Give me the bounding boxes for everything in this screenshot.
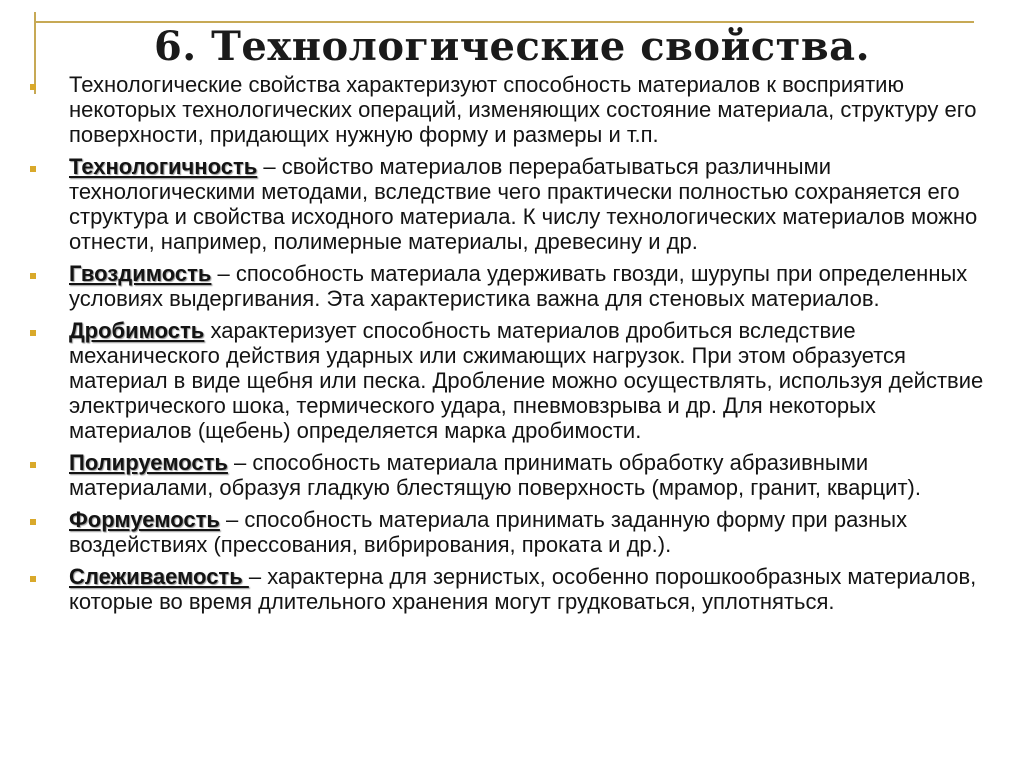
- list-item-intro: [28, 72, 988, 147]
- bullet-square-icon: [30, 576, 36, 582]
- bullet-square-icon: [30, 519, 36, 525]
- item-term: Дробимость: [69, 318, 205, 343]
- slide-title: 6. Технологические свойства.: [153, 23, 871, 70]
- bullet-square-icon: [30, 166, 36, 172]
- item-text: – характерна для зернистых, особенно порошкообразных материалов, которые во время длительного хранения могут грудковаться, уплотняться.: [69, 564, 977, 614]
- item-text: характеризует способность материалов дробиться вследствие механического действия ударных или сжимающих нагрузок. При этом образуется материал в виде щебня или песка. Дробление можно осуществлять, используя действие электрического шока, термического удара, пневмовзрыва и др. Для некоторых материалов (щебень) определяется марка дробимости.: [69, 318, 984, 443]
- item-term: Формуемость: [69, 507, 220, 532]
- bullet-square-icon: [30, 273, 36, 279]
- item-text: – способность материала принимать обработку абразивными материалами, образуя гладкую блестящую поверхность (мрамор, гранит, кварцит).: [69, 450, 921, 500]
- item-text: Технологические свойства характеризуют способность материалов к восприятию некоторых технологических операций, изменяющих состояние материала, структуру его поверхности, придающих нужную форму и размеры и т.п.: [69, 72, 977, 147]
- item-term: Слеживаемость: [69, 564, 249, 589]
- bullet-square-icon: [30, 330, 36, 336]
- item-term: Полируемость: [69, 450, 228, 475]
- list-item-poliruemost: [28, 450, 988, 500]
- item-term: Гвоздимость: [69, 261, 212, 286]
- list-item-slezhivaemost: [28, 564, 988, 614]
- item-text: – способность материала удерживать гвозди, шурупы при определенных условиях выдергивания. Эта характеристика важна для стеновых материалов.: [69, 261, 968, 311]
- bullet-square-icon: [30, 84, 36, 90]
- bullet-square-icon: [30, 462, 36, 468]
- list-item-formuemost: [28, 507, 988, 557]
- item-text: – способность материала принимать заданную форму при разных воздействиях (прессования, вибрирования, проката и др.).: [69, 507, 908, 557]
- item-term: Технологичность: [69, 154, 258, 179]
- item-text: – свойство материалов перерабатываться различными технологическими методами, вследствие чего практически полностью сохраняется его структура и свойства исходного материала. К числу технологических материалов можно отнести, например, полимерные материалы, древесину и др.: [69, 154, 978, 254]
- list-item-technologichnost: [28, 154, 988, 254]
- bullet-list: [28, 72, 988, 621]
- list-item-gvozdimost: [28, 261, 988, 311]
- list-item-drobimost: [28, 318, 988, 443]
